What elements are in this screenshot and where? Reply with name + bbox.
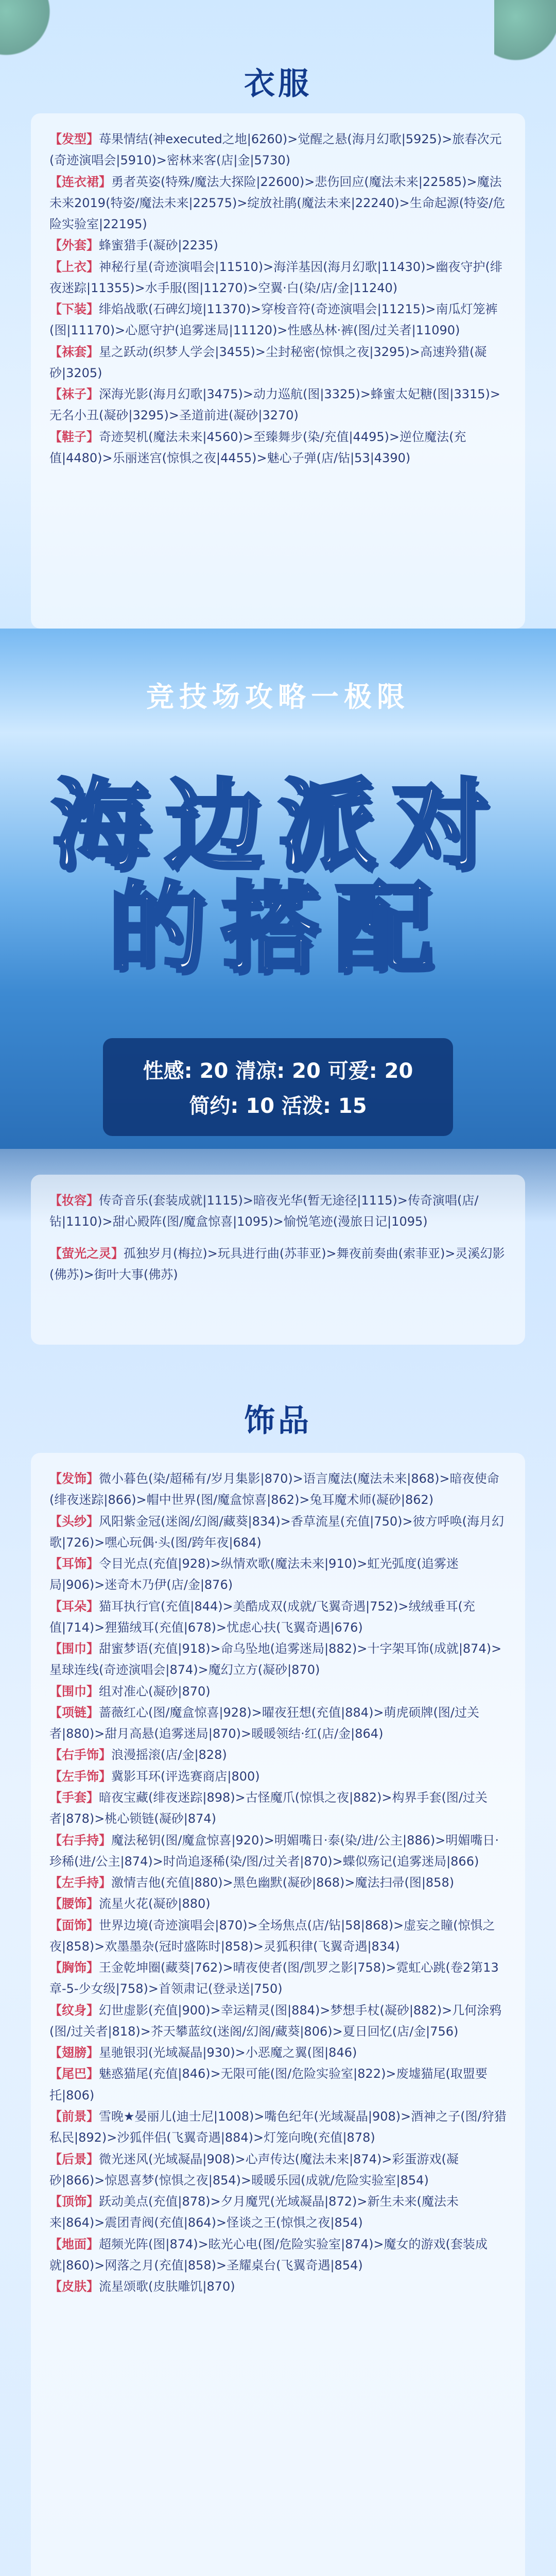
entry-tag: 【后景】	[49, 2151, 99, 2166]
entry-tag: 【左手持】	[49, 1875, 111, 1890]
entry-text: 神秘行星(奇迹演唱会|11510)>海洋基因(海月幻歌|11430)>幽夜守护(绯夜迷踪|11355)>水手服(图|11270)>空翼·白(染/店/金|11240)	[49, 259, 502, 295]
entry-text: 绯焰战歌(石碑幻境|11370)>穿梭音符(奇迹演唱会|11215)>南瓜灯笼裤(图|11170)>心愿守护(追雾迷局|11120)>性感丛林·裤(图/过关者|11090)	[49, 302, 498, 338]
entry-tag: 【右手饰】	[49, 1748, 111, 1762]
accessory-entry	[49, 1915, 507, 1958]
banner-title-line2: 的搭配	[108, 872, 448, 986]
accessories-card	[31, 1453, 525, 2576]
entry-tag: 【面饰】	[49, 1918, 99, 1933]
entry-text: 蔷薇红心(图/魔盒惊喜|928)>曜夜狂想(充值|884)>萌虎硕牌(图/过关者|880)>甜月高悬(追雾迷局|870)>暖暖领结·红(店/金|864)	[49, 1705, 479, 1741]
accessory-entry	[49, 1744, 507, 1766]
entry-tag: 【尾巴】	[49, 2066, 99, 2081]
accessory-entry	[49, 1830, 507, 1873]
entry-text: 幻世虚影(充值|900)>幸运精灵(图|884)>梦想手杖(凝砂|882)>几何涂鸦(图/过关者|818)>芥天攀蓝纹(迷阁/幻阁/藏葵|806)>夏日回忆(店/金|756)	[49, 2003, 502, 2039]
entry-text: 跃动美点(充值|878)>夕月魔咒(光域凝晶|872)>新生未来(魔法未来|864)>震团青阀(充值|864)>怪谈之王(惊惧之夜|854)	[49, 2194, 459, 2230]
clothing-entry	[49, 299, 507, 342]
entry-tag: 【鞋子】	[49, 429, 99, 444]
accessory-entry	[49, 2042, 507, 2063]
entry-text: 苺果情结(神executed之地|6260)>觉醒之悬(海月幻歌|5925)>旅春次元(奇迹演唱会|5910)>密林来客(店|金|5730)	[49, 132, 502, 168]
entry-tag: 【项链】	[49, 1705, 99, 1720]
accessory-entry	[49, 1553, 507, 1596]
accessory-entry	[49, 1957, 507, 2000]
entry-text: 星驰银羽(光域凝晶|930)>小恶魔之翼(图|846)	[99, 2045, 357, 2060]
accessory-entry	[49, 2191, 507, 2234]
entry-tag: 【耳饰】	[49, 1556, 99, 1571]
entry-text: 微小暮色(染/超稀有/岁月集影|870)>语言魔法(魔法未来|868)>暗夜使命(绯夜迷踪|866)>帽中世界(图/魔盒惊喜|862)>兔耳魔术师(凝砂|862)	[49, 1471, 499, 1507]
entry-tag: 【围巾】	[49, 1641, 99, 1656]
entry-text: 勇者英姿(特殊/魔法大探险|22600)>悲伤回应(魔法未来|22585)>魔法未来2019(特姿/魔法未来|22575)>绽放社鹃(魔法未来|22240)>生命起源(特姿/危险实验室|22195)	[49, 174, 506, 232]
entry-tag: 【头纱】	[49, 1514, 99, 1529]
clothing-entry	[49, 235, 507, 256]
accessory-entry	[49, 2149, 507, 2192]
clothing-entry	[49, 129, 507, 172]
entry-text: 冀影耳环(评选赛商店|800)	[111, 1769, 260, 1784]
clothing-entry	[49, 342, 507, 384]
entry-text: 风阳紫金冠(迷阁/幻阁/藏葵|834)>香草流星(充值|750)>彼方呼唤(海月幻歌|726)>嘿心玩偶·头(图/跨年夜|684)	[49, 1514, 504, 1550]
accessory-entry	[49, 1787, 507, 1830]
accessory-entry	[49, 1638, 507, 1681]
entry-tag: 【袜套】	[49, 344, 99, 359]
entry-text: 孤独岁月(梅拉)>玩具进行曲(苏菲亚)>舞夜前奏曲(索菲亚)>灵溪幻影(佛苏)>街叶大事(佛苏)	[49, 1246, 505, 1282]
clothing-entry	[49, 257, 507, 299]
attribute-stats-box	[103, 1038, 453, 1136]
entry-tag: 【下装】	[49, 302, 99, 317]
entry-tag: 【外套】	[49, 238, 99, 253]
accessories-section-title: 饰品	[244, 1403, 312, 1439]
accessory-entry	[49, 2276, 507, 2297]
entry-tag: 【胸饰】	[49, 1960, 99, 1975]
accessory-entry	[49, 1681, 507, 1702]
entry-text: 蜂蜜猎手(凝砂|2235)	[99, 238, 218, 253]
accessory-entry	[49, 1872, 507, 1893]
clothing-section-title: 衣服	[244, 66, 312, 102]
entry-tag: 【皮肤】	[49, 2279, 99, 2294]
entry-text: 暗夜宝藏(绯夜迷踪|898)>古怪魔爪(惊惧之夜|882)>构界手套(图/过关者|878)>桃心锁链(凝砂|874)	[49, 1790, 488, 1826]
stats-line: 简约: 10 活泼: 15	[189, 1094, 367, 1118]
entry-tag: 【前景】	[49, 2109, 99, 2124]
entry-tag: 【顶饰】	[49, 2194, 99, 2209]
banner-subtitle: 竞技场攻略一极限	[146, 681, 410, 713]
palm-leaf-decoration	[0, 0, 57, 62]
makeup-entry	[49, 1243, 507, 1286]
entry-tag: 【手套】	[49, 1790, 99, 1805]
banner-title-line1: 海边派对	[51, 769, 505, 883]
entry-text: 令目光点(充值|928)>纵情欢歌(魔法未来|910)>虹光弧度(追雾迷局|906)>迷奇木乃伊(店/金|876)	[49, 1556, 459, 1592]
accessory-entry	[49, 1468, 507, 1511]
stats-line: 性感: 20 清凉: 20 可爱: 20	[143, 1059, 413, 1083]
entry-tag: 【连衣裙】	[49, 174, 111, 189]
accessory-entry	[49, 2063, 507, 2106]
clothing-card	[31, 113, 525, 629]
clothing-entry	[49, 384, 507, 427]
entry-text: 激情吉他(充值|880)>黑色幽默(凝砂|868)>魔法扫帚(图|858)	[111, 1875, 455, 1890]
entry-text: 微光迷风(光域凝晶|908)>心声传达(魔法未来|874)>彩蛋游戏(凝砂|866)>惊恩喜梦(惊惧之夜|854)>暖暖乐园(成就/危险实验室|854)	[49, 2151, 459, 2188]
entry-text: 流星火花(凝砂|880)	[99, 1896, 211, 1911]
entry-tag: 【翅膀】	[49, 2045, 99, 2060]
entry-text: 魅惑猫尾(充值|846)>无限可能(图/危险实验室|822)>废墟猫尾(取盟要托|806)	[49, 2066, 488, 2103]
entry-tag: 【腰饰】	[49, 1896, 99, 1911]
entry-tag: 【袜子】	[49, 387, 99, 402]
entry-tag: 【发型】	[49, 132, 99, 146]
makeup-entry	[49, 1190, 507, 1233]
entry-tag: 【右手持】	[49, 1833, 111, 1848]
entry-text: 世界边境(奇迹演唱会|870)>全场焦点(店/钻|58|868)>虚妄之瞳(惊惧之夜|858)>欢墨墨杂(冠时盛陈时|858)>灵狐积律(飞翼奇遇|834)	[49, 1918, 495, 1954]
entry-tag: 【左手饰】	[49, 1769, 111, 1784]
entry-tag: 【萤光之灵】	[49, 1246, 124, 1261]
entry-text: 奇迹契机(魔法未来|4560)>至臻舞步(染/充值|4495)>逆位魔法(充值|4480)>乐丽迷宫(惊惧之夜|4455)>魅心子弹(店/钻|53|4390)	[49, 429, 466, 465]
accessory-entry	[49, 1702, 507, 1745]
accessory-entry	[49, 1893, 507, 1914]
entry-text: 星之跃动(织梦人学会|3455)>尘封秘密(惊惧之夜|3295)>高速羚猎(凝砂|3205)	[49, 344, 487, 380]
entry-tag: 【妆容】	[49, 1193, 99, 1208]
accessory-entry	[49, 2234, 507, 2277]
accessory-entry	[49, 1511, 507, 1554]
entry-tag: 【纹身】	[49, 2003, 99, 2018]
entry-text: 魔法秘钥(图/魔盒惊喜|920)>明媚嘴日·泰(染/进/公主|886)>明媚嘴日·珍稀(进/公主|874)>时尚追逐稀(染/图/过关者|870)>蝶似殇记(追雾迷局|866)	[49, 1833, 499, 1869]
entry-tag: 【围巾】	[49, 1684, 99, 1699]
palm-leaf-decoration	[494, 0, 556, 67]
accessory-entry	[49, 1596, 507, 1639]
entry-text: 浪漫摇滚(店/金|828)	[111, 1748, 227, 1762]
accessory-entry	[49, 2106, 507, 2149]
accessory-entry	[49, 2000, 507, 2043]
entry-text: 传奇音乐(套装成就|1115)>暗夜光华(暂无途径|1115)>传奇演唱(店/钻|1110)>甜心殿阵(图/魔盒惊喜|1095)>愉悦笔迹(漫旅日记|1095)	[49, 1193, 479, 1229]
entry-text: 流星颂歌(皮肤雕饥|870)	[99, 2279, 235, 2294]
entry-text: 超频光阵(图|874)>眩光心电(图/危险实验室|874)>魔女的游戏(套装成就|860)>网落之月(充值|858)>圣耀桌台(飞翼奇遇|854)	[49, 2236, 488, 2273]
clothing-entry	[49, 172, 507, 235]
entry-tag: 【地面】	[49, 2236, 99, 2251]
entry-text: 雪晚★晏丽儿(迪士尼|1008)>嘴色纪年(光域凝晶|908)>酒神之子(图/狩猎私民|892)>沙狐伴侣(飞翼奇遇|884)>灯笼向晚(充值|878)	[49, 2109, 507, 2145]
accessory-entry	[49, 1766, 507, 1787]
entry-text: 深海光影(海月幻歌|3475)>动力巡航(图|3325)>蜂蜜太妃糖(图|3315)>无名小丑(凝砂|3295)>圣道前进(凝砂|3270)	[49, 387, 500, 423]
entry-tag: 【耳朵】	[49, 1599, 99, 1614]
clothing-entry	[49, 427, 507, 469]
entry-text: 甜蜜梦语(充值|918)>命乌坠地(追雾迷局|882)>十字架耳饰(成就|874)>星球连线(奇迹演唱会|874)>魔幻立方(凝砂|870)	[49, 1641, 502, 1677]
entry-tag: 【上衣】	[49, 259, 99, 274]
entry-text: 组对准心(凝砂|870)	[99, 1684, 211, 1699]
makeup-card	[31, 1175, 525, 1345]
entry-text: 王金乾坤圈(藏葵|762)>晴夜使者(图/凯罗之影|758)>霓虹心跳(卷2第13章-5-少女级|758)>首领肃记(登录送|750)	[49, 1960, 499, 1996]
entry-tag: 【发饰】	[49, 1471, 99, 1486]
entry-text: 猫耳执行官(充值|844)>美酷成双(成就/飞翼奇遇|752)>绒绒垂耳(充值|714)>狸猫绒耳(充值|678)>忧虑心扶(飞翼奇遇|676)	[49, 1599, 475, 1635]
